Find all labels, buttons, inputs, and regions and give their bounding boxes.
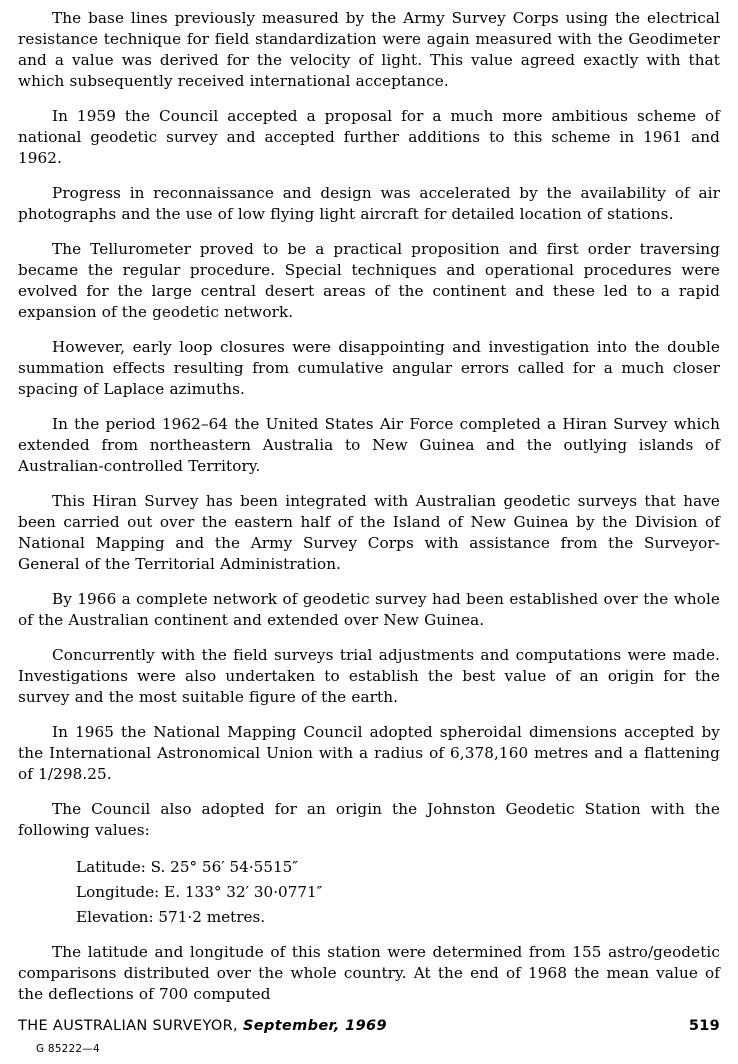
page-footer (18, 1018, 720, 1034)
paragraph-3: Progress in reconnaissance and design was accelerated by the availability of air photographs and the use of low flying light aircraft for detailed location of stations. (18, 184, 720, 223)
paragraph-2: In 1959 the Council accepted a proposal for a much more ambitious scheme of national geodetic survey and accepted further additions to this scheme in 1961 and 1962. (18, 107, 720, 167)
coordinate-latitude: Latitude: S. 25° 56′ 54·5515″ (76, 858, 298, 876)
footer-issue: September, 1969 (242, 1018, 387, 1034)
footer-journal (18, 1018, 387, 1034)
page-number: 519 (688, 1018, 720, 1034)
paragraph-5: However, early loop closures were disappointing and investigation into the double summation effects resulting from cumulative angular errors called for a much closer spacing of Laplace azimuths. (18, 338, 720, 398)
printer-imprint: G 85222—4 (36, 1043, 100, 1055)
footer-journal-name: THE AUSTRALIAN SURVEYOR, (18, 1018, 239, 1034)
paragraph-7: This Hiran Survey has been integrated with Australian geodetic surveys that have been carried out over the eastern half of the Island of New Guinea by the Division of National Mapping and the Army Survey Corps with assistance from the Surveyor-General of the Territorial Administration. (18, 492, 720, 573)
paragraph-final: The latitude and longitude of this station were determined from 155 astro/geodetic comparisons distributed over the whole country. At the end of 1968 the mean value of the deflections of 700 computed (18, 943, 720, 1003)
coordinate-elevation: Elevation: 571·2 metres. (76, 908, 266, 926)
paragraph-8: By 1966 a complete network of geodetic survey had been established over the whole of the Australian continent and extended over New Guinea. (18, 590, 720, 629)
johnston-station-coordinates (18, 855, 720, 930)
paragraph-4: The Tellurometer proved to be a practical proposition and first order traversing became the regular procedure. Special techniques and operational procedures were evolved for the large central desert areas of the continent and these led to a rapid expansion of the geodetic network. (18, 240, 720, 321)
paragraph-6: In the period 1962–64 the United States Air Force completed a Hiran Survey which extended from northeastern Australia to New Guinea and the outlying islands of Australian-controlled Territory. (18, 415, 720, 475)
paragraph-1: The base lines previously measured by the Army Survey Corps using the electrical resistance technique for field standardization were again measured with the Geodimeter and a value was derived for the velocity of light. This value agreed exactly with that which subsequently received international acceptance. (18, 9, 720, 90)
paragraph-9: Concurrently with the field surveys trial adjustments and computations were made. Investigations were also undertaken to establish the best value of an origin for the survey and the most suitable figure of the earth. (18, 646, 720, 706)
paragraph-11: The Council also adopted for an origin the Johnston Geodetic Station with the following values: (18, 800, 720, 839)
coordinate-longitude: Longitude: E. 133° 32′ 30·0771″ (76, 883, 323, 901)
paragraph-10: In 1965 the National Mapping Council adopted spheroidal dimensions accepted by the International Astronomical Union with a radius of 6,378,160 metres and a flattening of 1/298.25. (18, 723, 720, 783)
